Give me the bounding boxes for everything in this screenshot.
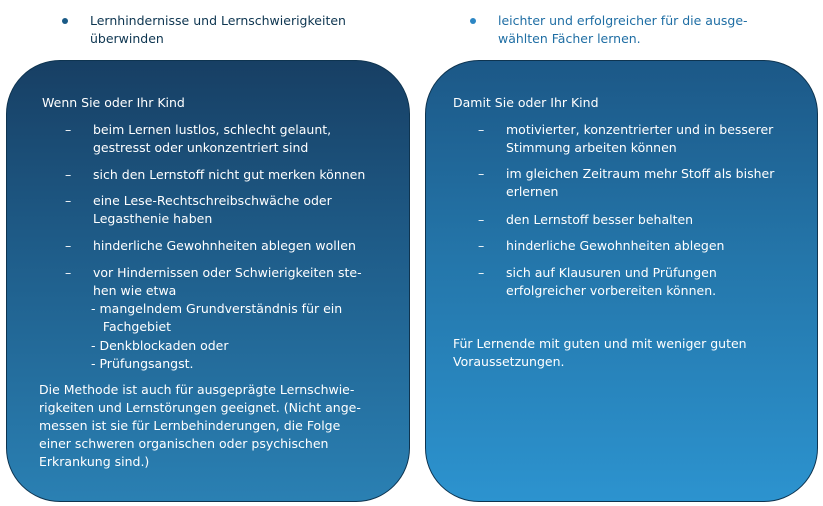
- text-line: sich den Lernstoff nicht gut merken können: [93, 167, 366, 182]
- top-bullet-left: [62, 12, 362, 48]
- list-item: [65, 166, 395, 184]
- text-line: beim Lernen lustlos, schlecht gelaunt,: [93, 122, 332, 137]
- text-line: wählten Fächer lernen.: [498, 31, 641, 46]
- text-line: im gleichen Zeitraum mehr Stoff als bisher: [506, 166, 775, 181]
- dash-icon: –: [65, 167, 72, 182]
- list-item: [478, 121, 798, 157]
- text-line: hen wie etwa: [93, 283, 177, 298]
- text-line: rigkeiten und Lernstörungen geeignet. (Nicht ange-: [39, 400, 361, 415]
- dash-icon: –: [478, 265, 485, 280]
- top-bullet-right: [470, 12, 770, 48]
- right-panel-closing: [453, 335, 793, 371]
- text-line: gestresst oder unkonzentriert sind: [93, 140, 309, 155]
- sub-list-item: - Prüfungsangst.: [91, 356, 194, 371]
- dash-icon: –: [65, 238, 72, 253]
- list-item: [478, 264, 798, 300]
- top-bullet-left-text: [90, 12, 346, 48]
- top-bullet-right-text: [498, 12, 748, 48]
- text-line: messen ist sie für Lernbehinderungen, die Folge: [39, 418, 341, 433]
- dash-icon: –: [478, 166, 485, 181]
- text-line: Voraussetzungen.: [453, 354, 565, 369]
- text-line: Erkrankung sind.): [39, 454, 150, 469]
- left-panel: [6, 60, 410, 502]
- dash-icon: –: [65, 122, 72, 137]
- left-panel-closing: [39, 381, 399, 471]
- dash-icon: –: [478, 238, 485, 253]
- left-panel-intro: Wenn Sie oder Ihr Kind: [42, 95, 185, 110]
- bullet-dot-icon: [470, 18, 476, 24]
- text-line: Stimmung arbeiten können: [506, 140, 677, 155]
- text-line: den Lernstoff besser behalten: [506, 212, 694, 227]
- text-line: vor Hindernissen oder Schwierigkeiten ste-: [93, 265, 362, 280]
- text-line: hinderliche Gewohnheiten ablegen wollen: [93, 238, 356, 253]
- sub-list-item: - Denkblockaden oder: [91, 338, 229, 353]
- text-line: Für Lernende mit guten und mit weniger guten: [453, 336, 747, 351]
- bullet-dot-icon: [62, 18, 68, 24]
- text-line: Die Methode ist auch für ausgeprägte Lernschwie-: [39, 382, 355, 397]
- dash-icon: –: [478, 122, 485, 137]
- list-item: [478, 237, 798, 255]
- list-item: [65, 237, 385, 255]
- sub-list-item: - mangelndem Grundverständnis für ein: [91, 301, 343, 316]
- text-line: erlernen: [506, 184, 559, 199]
- text-line: sich auf Klausuren und Prüfungen: [506, 265, 717, 280]
- dash-icon: –: [65, 193, 72, 208]
- text-line: Legasthenie haben: [93, 211, 213, 226]
- list-item: [478, 211, 798, 229]
- top-bullet-list: [0, 12, 823, 52]
- list-item: [478, 165, 798, 201]
- text-line: überwinden: [90, 31, 164, 46]
- text-line: eine Lese-Rechtschreibschwäche oder: [93, 193, 332, 208]
- right-panel: [425, 60, 818, 502]
- list-item: [65, 121, 385, 157]
- text-line: Lernhindernisse und Lernschwierigkeiten: [90, 13, 346, 28]
- list-item: [65, 192, 385, 228]
- dash-icon: –: [478, 212, 485, 227]
- text-line: erfolgreicher vorbereiten können.: [506, 283, 717, 298]
- sub-list-item: Fachgebiet: [91, 319, 172, 334]
- right-panel-intro: Damit Sie oder Ihr Kind: [453, 95, 599, 110]
- text-line: hinderliche Gewohnheiten ablegen: [506, 238, 725, 253]
- text-line: einer schweren organischen oder psychischen: [39, 436, 329, 451]
- list-item: [65, 264, 385, 300]
- text-line: motivierter, konzentrierter und in besserer: [506, 122, 774, 137]
- text-line: leichter und erfolgreicher für die ausge-: [498, 13, 748, 28]
- dash-icon: –: [65, 265, 72, 280]
